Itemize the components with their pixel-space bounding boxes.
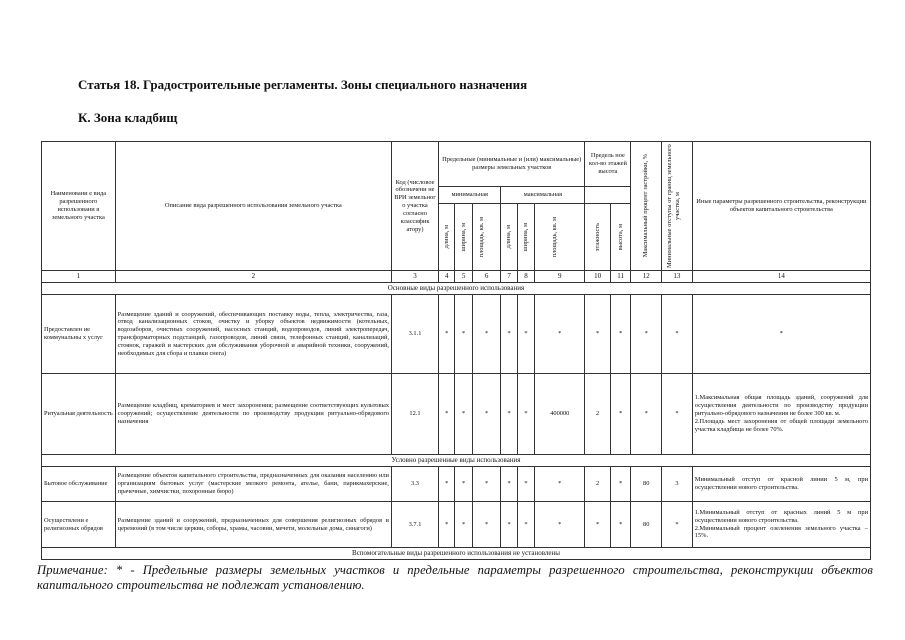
column-number: 6 [472, 271, 501, 283]
row-value: * [472, 467, 501, 502]
header-min-indent: Минимальные отступы от границ земельного участка, м [662, 142, 693, 271]
row-value: * [501, 467, 517, 502]
row-value: * [610, 502, 630, 548]
row-other-params: 1.Максимальная общая площадь зданий, сооружений для осуществления деятельности по производству продукции ритуально-обрядового назначения не более 300 кв. м. 2.Площадь мест захоронения от общей площади земельного участка кладбища не более 70%. [692, 374, 870, 455]
row-value: 80 [631, 502, 662, 548]
row-other-params: * [692, 295, 870, 374]
column-number: 12 [631, 271, 662, 283]
row-value: 2 [585, 374, 611, 455]
row-value: * [610, 295, 630, 374]
regulations-table [41, 141, 871, 560]
header-width-min: ширина, м [455, 204, 472, 271]
header-floors: Предель ное кол-во этажей высота [585, 142, 631, 187]
zone-subtitle: К. Зона кладбищ [78, 110, 178, 125]
header-other-params: Иные параметры разрешенного строительства, реконструкции объектов капитального строительства [692, 142, 870, 271]
column-numbers-row [42, 271, 871, 283]
row-value: * [517, 502, 534, 548]
column-number: 14 [692, 271, 870, 283]
header-length-min: длина, м [439, 204, 455, 271]
table-row [42, 502, 871, 548]
column-number: 1 [42, 271, 116, 283]
row-code: 3.3 [391, 467, 438, 502]
column-number: 8 [517, 271, 534, 283]
column-number: 11 [610, 271, 630, 283]
column-number: 10 [585, 271, 611, 283]
row-value: * [472, 295, 501, 374]
row-value: * [517, 467, 534, 502]
article-title: Статья 18. Градостроительные регламенты. Зоны специального назначения [78, 77, 528, 92]
row-name: Предоставлен ие коммунальны х услуг [42, 295, 116, 374]
row-value: * [585, 502, 611, 548]
header-area-min: площадь, кв. м [472, 204, 501, 271]
row-code: 3.1.1 [391, 295, 438, 374]
row-value: * [439, 467, 455, 502]
row-value: * [662, 374, 693, 455]
row-other-params: 1.Минимальный отступ от красных линий 5 м при осуществлении нового строительства. 2.Минимальный процент озеленения земельного участка – 15%. [692, 502, 870, 548]
header-length-max: длина, м [501, 204, 517, 271]
row-value: * [662, 502, 693, 548]
header-height: высота, м [610, 204, 630, 271]
column-number: 5 [455, 271, 472, 283]
row-value: 3 [662, 467, 693, 502]
row-description: Размещение зданий и сооружений, предназначенных для совершения религиозных обрядов и церемоний (в том числе церкви, соборы, храмы, часовни, мечети, молельные дома, синагоги) [115, 502, 391, 548]
row-value: * [455, 502, 472, 548]
row-description: Размещение зданий и сооружений, обеспечивающих поставку воды, тепла, электричества, газа, отвод канализационных стоков, очистку и уборку объектов недвижимости (котельных, водозаборов, очистных сооружений, насосных станций, водопроводов, линий электропередач, трансформаторных подстанций, газопроводов, линий связи, телефонных станций, канализаций, стоянок, гаражей и мастерских для обслуживания уборочной и аварийной техники, сооружений, необходимых для сбора и плавки снега) [115, 295, 391, 374]
column-number: 3 [391, 271, 438, 283]
header-minimal: минимальная [439, 187, 501, 204]
row-value: * [439, 295, 455, 374]
row-name: Бытовое обслуживание [42, 467, 116, 502]
row-value: * [455, 467, 472, 502]
column-number: 7 [501, 271, 517, 283]
header-name: Наименовани е вида разрешенного использовани я земельного участка [42, 142, 116, 271]
section-main: Основные виды разрешенного использования [42, 283, 871, 295]
row-value: 400000 [535, 374, 585, 455]
row-name: Осуществлени е религиозных обрядов [42, 502, 116, 548]
section-auxiliary: Вспомогательные виды разрешенного использования не установлены [42, 548, 871, 560]
row-value: * [517, 295, 534, 374]
row-value: * [455, 295, 472, 374]
header-limits: Предельные (минимальные и (или) максимальные) размеры земельных участков [439, 142, 585, 187]
column-number: 4 [439, 271, 455, 283]
footnote: Примечание: * - Предельные размеры земельных участков и предельные параметры разрешенного строительства, реконструкции объектов капитального строительства не подлежат установлению. [37, 563, 873, 592]
row-code: 12.1 [391, 374, 438, 455]
row-value: * [517, 374, 534, 455]
row-value: * [439, 502, 455, 548]
row-value: 2 [585, 467, 611, 502]
row-other-params: Минимальный отступ от красной линии 5 м, при осуществлении нового строительства. [692, 467, 870, 502]
row-value: * [535, 295, 585, 374]
row-description: Размещение объектов капитального строительства, предназначенных для оказания населению или организациям бытовых услуг (мастерские мелкого ремонта, ателье, бани, парикмахерские, прачечные, химчистки, похоронные бюро) [115, 467, 391, 502]
header-floors-blank [585, 187, 631, 204]
header-code: Код (числовое обозначени не ВРИ земельног о участка согласно классифик атору) [391, 142, 438, 271]
row-code: 3.7.1 [391, 502, 438, 548]
row-value: * [610, 374, 630, 455]
header-description: Описание вида разрешенного использования земельного участка [115, 142, 391, 271]
row-value: 80 [631, 467, 662, 502]
row-value: * [662, 295, 693, 374]
row-value: * [535, 502, 585, 548]
row-value: * [501, 502, 517, 548]
row-name: Ритуальная деятельность [42, 374, 116, 455]
row-description: Размещение кладбищ, крематориев и мест захоронения; размещение соответствующих культовых сооружений; осуществление деятельности по производству продукции ритуально-обрядового назначения [115, 374, 391, 455]
header-max-percent: Максимальный процент застройки, % [631, 142, 662, 271]
row-value: * [535, 467, 585, 502]
row-value: * [631, 295, 662, 374]
row-value: * [472, 374, 501, 455]
column-number: 2 [115, 271, 391, 283]
column-number: 9 [535, 271, 585, 283]
row-value: * [501, 374, 517, 455]
header-storeys: этажность [585, 204, 611, 271]
table-row [42, 295, 871, 374]
row-value: * [472, 502, 501, 548]
row-value: * [501, 295, 517, 374]
row-value: * [455, 374, 472, 455]
table-row [42, 374, 871, 455]
table-row [42, 467, 871, 502]
header-maximal: максимальная [501, 187, 585, 204]
row-value: * [631, 374, 662, 455]
row-value: * [439, 374, 455, 455]
section-conditional: Условно разрешенные виды использования [42, 455, 871, 467]
row-value: * [610, 467, 630, 502]
column-number: 13 [662, 271, 693, 283]
header-width-max: ширина, м [517, 204, 534, 271]
header-area-max: площадь, кв. м [535, 204, 585, 271]
row-value: * [585, 295, 611, 374]
